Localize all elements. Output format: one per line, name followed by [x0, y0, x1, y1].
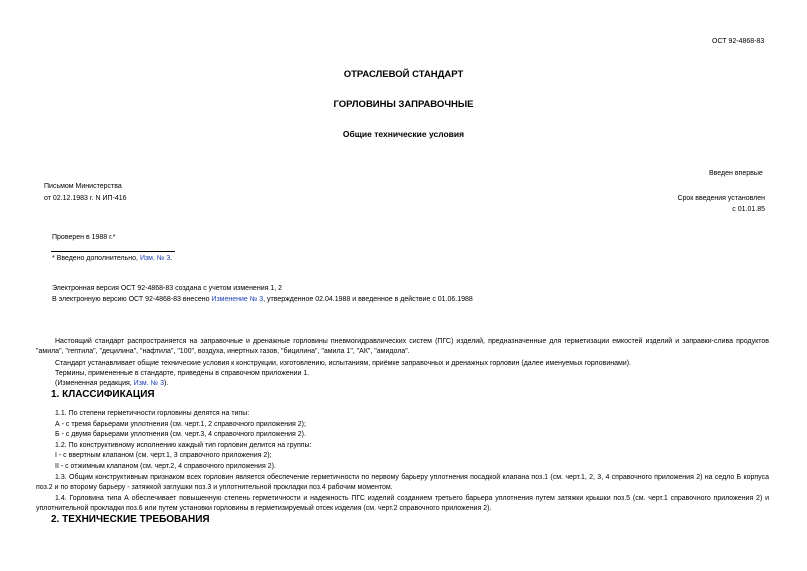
- revision-note-end: ).: [163, 380, 169, 387]
- edition-note-text: В электронную версию ОСТ 92-4868-83 внесено: [52, 296, 212, 303]
- edition-note-1: Электронная версия ОСТ 92-4868-83 создана с учетом изменения 1, 2: [52, 285, 283, 292]
- terms-paragraph: Термины, примененные в стандарте, приведены в справочном приложении 1.: [55, 370, 310, 377]
- document-type-title: ОТРАСЛЕВОЙ СТАНДАРТ: [343, 69, 464, 80]
- type-a-item: А - с тремя барьерами уплотнения (см. черт.1, 2 справочного приложения 2);: [55, 421, 306, 428]
- clause-1-3: 1.3. Общим конструктивным признаком всех горловин является обеспечение герметичности по первому барьеру уплотнения посадкой клапана поз.1 (см. черт.1, 2, 3, 4 справочного приложения 2) на седло Б корпуса поз.2 и по второму барьеру - затяжкой заглушки поз.3 и уплотнительной прокладки поз.4 рабочим моментом.: [36, 474, 769, 492]
- letter-label: Письмом Министерства: [44, 183, 122, 190]
- edition-note-2: [52, 296, 473, 303]
- group-i-item: I - с ввертным клапаном (см. черт.1, 3 справочного приложения 2);: [55, 452, 272, 459]
- intro-paragraph: Настоящий стандарт распространяется на заправочные и дренажные горловины пневмогидравлических систем (ПГС) изделий, предназначенные для герметизации емкостей изделий и заправки-слива продуктов "амила", "гептила", "децилина", "нафтила", "100", воздуха, инертных газов, "бицилина", "амила 1", "АК", "амидола".: [36, 338, 769, 356]
- document-code: ОСТ 92-4868-83: [712, 38, 765, 45]
- footnote-divider: [51, 251, 175, 252]
- document-subtitle: Общие технические условия: [342, 129, 465, 139]
- section-heading-technical-requirements: 2. ТЕХНИЧЕСКИЕ ТРЕБОВАНИЯ: [51, 514, 210, 525]
- amendment-3-link[interactable]: Изменение № 3: [211, 296, 264, 303]
- document-title: ГОРЛОВИНЫ ЗАПРАВОЧНЫЕ: [333, 99, 474, 110]
- scope-paragraph: Стандарт устанавливает общие технические условия к конструкции, изготовлению, испытаниям, приёмке заправочных и дренажных горловин (далее именуемых горловинами).: [55, 360, 631, 367]
- letter-date: от 02.12.1983 г. N ИП-416: [44, 195, 127, 202]
- section-heading-classification: 1. КЛАССИФИКАЦИЯ: [51, 389, 155, 400]
- term-label: Срок введения установлен: [677, 195, 765, 202]
- introduced-note: Введен впервые: [709, 170, 763, 177]
- checked-note: Проверен в 1988 г.*: [52, 234, 116, 241]
- revision-note: [55, 380, 168, 387]
- term-date: с 01.01.85: [732, 206, 765, 213]
- clause-1-1: 1.1. По степени герметичности горловины делятся на типы:: [55, 410, 250, 417]
- amendment-3-link[interactable]: Изм. № 3: [139, 255, 171, 262]
- type-b-item: Б - с двумя барьерами уплотнения (см. черт.3, 4 справочного приложения 2).: [55, 431, 306, 438]
- amendment-3-link[interactable]: Изм. № 3: [133, 380, 164, 387]
- clause-1-4: 1.4. Горловина типа А обеспечивает повышенную степень герметичности и надежность ПГС изделий созданием третьего барьера уплотнения путем затяжки крышки поз.5 (см. черт.1 справочного приложения 2) и уплотнительной прокладки поз.6 или путем установки горловины в герметизируемый отсек изделия (см. черт.2 справочного приложения 2).: [36, 495, 769, 513]
- group-ii-item: II - с отжимным клапаном (см. черт.2, 4 справочного приложения 2).: [55, 463, 276, 470]
- clause-1-2: 1.2. По конструктивному исполнению каждый тип горловин делится на группы:: [55, 442, 312, 449]
- revision-note-text: (Измененная редакция,: [55, 380, 134, 387]
- footnote-end: .: [170, 255, 173, 262]
- footnote: [52, 255, 172, 262]
- footnote-text: * Введено дополнительно,: [52, 255, 140, 262]
- edition-note-end: , утвержденное 02.04.1988 и введенное в действие с 01.06.1988: [263, 296, 473, 303]
